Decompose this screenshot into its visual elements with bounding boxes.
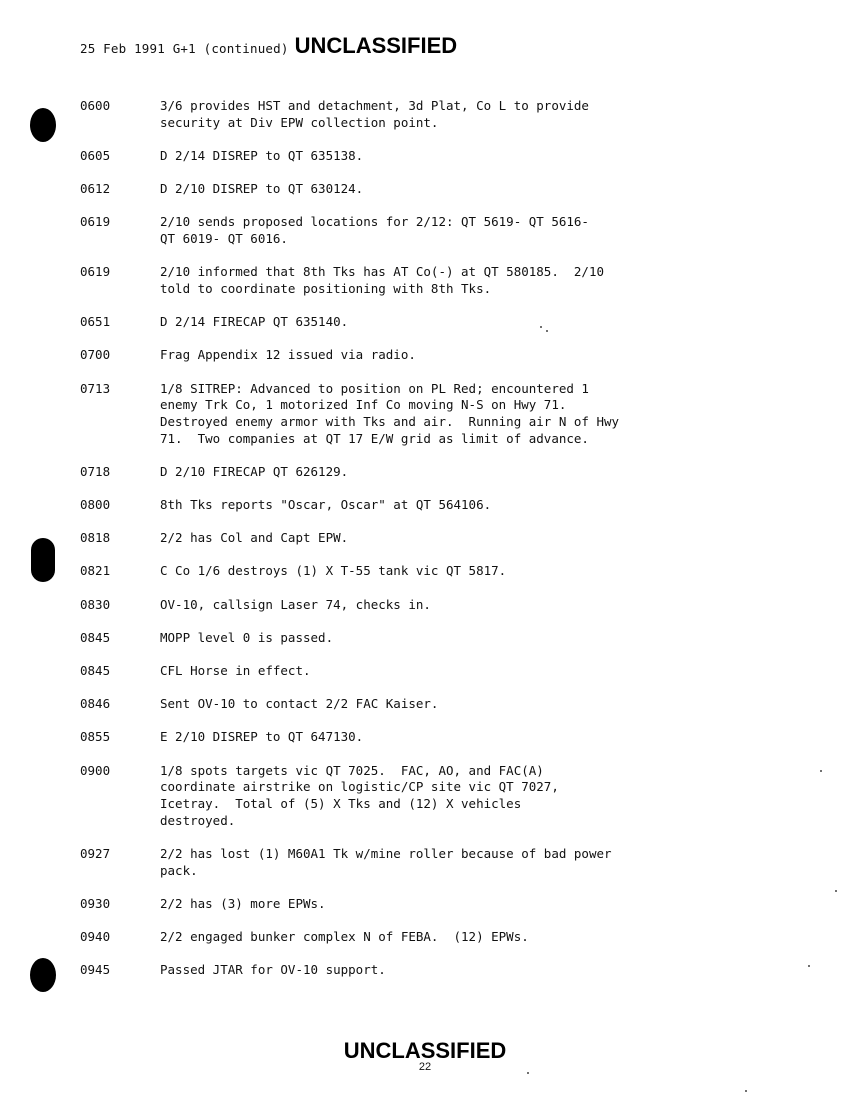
log-entry xyxy=(80,497,780,514)
log-entry xyxy=(80,98,780,131)
entry-text: 2/2 has lost (1) M60A1 Tk w/mine roller because of bad power pack. xyxy=(160,845,612,878)
log-entry xyxy=(80,264,780,297)
entry-time: 0845 xyxy=(80,629,111,645)
classification-marking-bottom: UNCLASSIFIED xyxy=(343,1038,507,1063)
entry-time: 0619 xyxy=(80,264,111,280)
entry-time: 0845 xyxy=(80,663,111,679)
punch-hole-middle xyxy=(31,538,55,582)
page-number: 22 xyxy=(418,1061,432,1073)
punch-hole-bottom xyxy=(30,958,56,992)
entry-time: 0821 xyxy=(80,563,111,579)
entry-time: 0940 xyxy=(80,929,111,945)
entry-text: CFL Horse in effect. xyxy=(160,663,311,679)
entry-text: 2/10 sends proposed locations for 2/12: QT 5619- QT 5616- QT 6019- QT 6016. xyxy=(160,214,589,247)
scan-speck xyxy=(745,1090,747,1092)
entry-text: 3/6 provides HST and detachment, 3d Plat, Co L to provide security at Div EPW collection point. xyxy=(160,98,589,130)
log-entry xyxy=(80,148,780,165)
punch-hole-top xyxy=(30,108,56,142)
entry-text: C Co 1/6 destroys (1) X T-55 tank vic QT 5817. xyxy=(160,563,507,579)
entry-text: D 2/10 DISREP to QT 630124. xyxy=(160,181,364,197)
date-line: 25 Feb 1991 G+1 (continued) xyxy=(80,41,289,56)
entry-text: 2/2 engaged bunker complex N of FEBA. (12) EPWs. xyxy=(160,929,529,945)
entry-time: 0600 xyxy=(80,98,111,113)
log-entry xyxy=(80,630,780,647)
log-entry xyxy=(80,929,780,946)
log-entry xyxy=(80,464,780,481)
entry-text: D 2/10 FIRECAP QT 626129. xyxy=(160,463,349,479)
log-entry xyxy=(80,530,780,547)
scan-speck xyxy=(540,326,542,328)
entry-time: 0930 xyxy=(80,895,111,911)
entry-text: 1/8 spots targets vic QT 7025. FAC, AO, and FAC(A) coordinate airstrike on logistic/CP site vic QT 7027, Icetray. Total of (5) X Tks and (12) X vehicles destroyed. xyxy=(160,762,559,828)
entry-text: D 2/14 DISREP to QT 635138. xyxy=(160,147,364,163)
entry-text: 8th Tks reports "Oscar, Oscar" at QT 564106. xyxy=(160,497,492,513)
scan-speck xyxy=(808,965,810,967)
entry-time: 0818 xyxy=(80,530,111,546)
log-entry xyxy=(80,181,780,198)
log-entry xyxy=(80,763,780,830)
entry-time: 0651 xyxy=(80,314,111,330)
entry-text: MOPP level 0 is passed. xyxy=(160,629,334,645)
log-entry xyxy=(80,214,780,247)
entry-text: Sent OV-10 to contact 2/2 FAC Kaiser. xyxy=(160,696,439,712)
entry-time: 0700 xyxy=(80,347,111,363)
entry-text: Frag Appendix 12 issued via radio. xyxy=(160,347,416,363)
log-entry xyxy=(80,381,780,448)
log-entries xyxy=(80,98,780,996)
entry-time: 0855 xyxy=(80,729,111,745)
entry-text: D 2/14 FIRECAP QT 635140. xyxy=(160,314,349,330)
log-entry xyxy=(80,729,780,746)
entry-time: 0619 xyxy=(80,214,111,230)
entry-text: 2/2 has (3) more EPWs. xyxy=(160,895,326,911)
scan-speck xyxy=(820,770,822,772)
entry-time: 0927 xyxy=(80,845,111,861)
entry-text: Passed JTAR for OV-10 support. xyxy=(160,962,386,978)
entry-time: 0800 xyxy=(80,497,111,513)
classification-marking-top: UNCLASSIFIED xyxy=(294,33,458,58)
log-entry xyxy=(80,314,780,331)
log-entry xyxy=(80,663,780,680)
entry-time: 0718 xyxy=(80,463,111,479)
scan-speck xyxy=(546,330,548,332)
entry-text: 2/10 informed that 8th Tks has AT Co(-) at QT 580185. 2/10 told to coordinate positioning with 8th Tks. xyxy=(160,264,605,296)
entry-time: 0830 xyxy=(80,596,111,612)
entry-text: 2/2 has Col and Capt EPW. xyxy=(160,530,349,546)
scan-speck xyxy=(527,1072,529,1074)
page-header xyxy=(80,33,457,59)
log-entry xyxy=(80,563,780,580)
log-entry xyxy=(80,896,780,913)
scan-speck xyxy=(835,890,837,892)
log-entry xyxy=(80,846,780,879)
entry-time: 0612 xyxy=(80,181,111,197)
entry-time: 0945 xyxy=(80,962,111,978)
log-entry xyxy=(80,962,780,979)
log-entry xyxy=(80,347,780,364)
log-entry xyxy=(80,696,780,713)
entry-text: OV-10, callsign Laser 74, checks in. xyxy=(160,596,431,612)
entry-time: 0605 xyxy=(80,147,111,163)
log-entry xyxy=(80,597,780,614)
entry-time: 0713 xyxy=(80,380,111,396)
entry-text: 1/8 SITREP: Advanced to position on PL Red; encountered 1 enemy Trk Co, 1 motorized Inf Co moving N-S on Hwy 71. Destroyed enemy armor with Tks and air. Running air N of Hwy 71. Two companies at QT 17 E/W grid as limit of advance. xyxy=(160,380,620,446)
entry-text: E 2/10 DISREP to QT 647130. xyxy=(160,729,364,745)
entry-time: 0900 xyxy=(80,762,111,778)
entry-time: 0846 xyxy=(80,696,111,712)
